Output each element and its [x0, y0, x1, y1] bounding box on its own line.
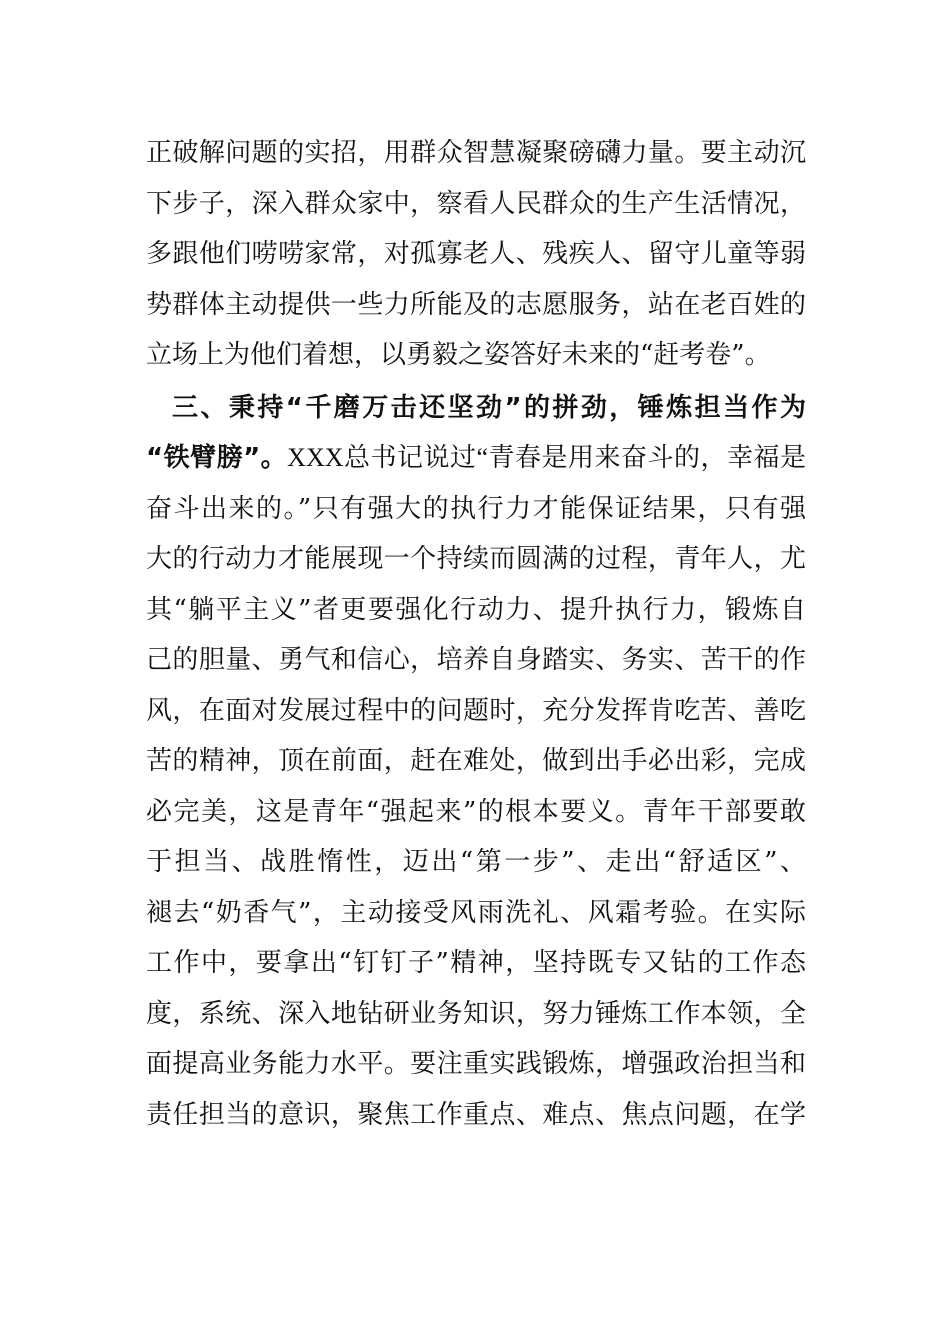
paragraph-line: 褪去“奶香气”，主动接受风雨洗礼、风霜考验。在实际 — [146, 897, 806, 928]
paragraph-line: 大的行动力才能展现一个持续而圆满的过程，青年人，尤 — [146, 544, 806, 574]
paragraph-line: 下步子，深入群众家中，察看人民群众的生产生活情况， — [146, 188, 806, 219]
paragraph-line: 度，系统、深入地钻研业务知识，努力锤炼工作本领，全 — [146, 998, 806, 1029]
paragraph-text: XXX总书记说过“青春是用来奋斗的，幸福是 — [287, 443, 806, 472]
paragraph-line: 必完美，这是青年“强起来”的根本要义。青年干部要敢 — [146, 796, 806, 827]
document-body — [146, 128, 806, 1140]
paragraph-line: 面提高业务能力水平。要注重实践锻炼，增强政治担当和 — [146, 1049, 806, 1079]
paragraph-line: 于担当、战胜惰性，迈出“第一步”、走出“舒适区”、 — [146, 847, 806, 877]
paragraph-line-with-heading — [146, 433, 806, 484]
paragraph-line: 责任担当的意识，聚焦工作重点、难点、焦点问题，在学 — [146, 1099, 806, 1130]
paragraph-line: 风，在面对发展过程中的问题时，充分发挥肯吃苦、善吃 — [146, 695, 806, 726]
paragraph-line: 立场上为他们着想，以勇毅之姿答好未来的“赶考卷”。 — [146, 340, 771, 370]
paragraph-line: 势群体主动提供一些力所能及的志愿服务，站在老百姓的 — [146, 289, 806, 320]
paragraph-line: 己的胆量、勇气和信心，培养自身踏实、务实、苦干的作 — [146, 645, 806, 675]
paragraph-line: 其“躺平主义”者更要强化行动力、提升执行力，锻炼自 — [146, 594, 806, 625]
paragraph-line: 正破解问题的实招，用群众智慧凝聚磅礴力量。要主动沉 — [146, 138, 806, 168]
paragraph-line: 苦的精神，顶在前面，赶在难处，做到出手必出彩，完成 — [146, 746, 806, 776]
paragraph-line: 奋斗出来的。”只有强大的执行力才能保证结果，只有强 — [146, 493, 806, 524]
paragraph-line: 多跟他们唠唠家常，对孤寡老人、残疾人、留守儿童等弱 — [146, 239, 806, 269]
section-heading-tail: “铁臂膀”。 — [146, 443, 288, 473]
paragraph-line: 工作中，要拿出“钉钉子”精神，坚持既专又钻的工作态 — [146, 948, 806, 978]
section-heading: 三、秉持“千磨万击还坚劲”的拼劲，锤炼担当作为 — [172, 392, 806, 423]
